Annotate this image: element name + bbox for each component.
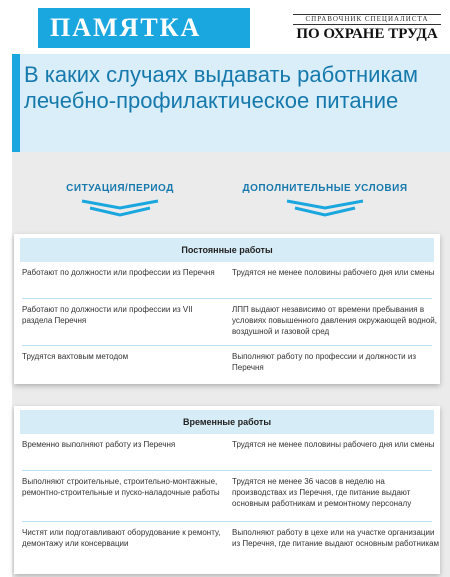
table-row [22, 262, 435, 299]
header [0, 8, 450, 48]
title-panel [12, 54, 450, 152]
column-header-conditions: ДОПОЛНИТЕЛЬНЫЕ УСЛОВИЯ [242, 183, 408, 194]
permanent-work-card [14, 234, 440, 384]
condition-cell: Трудятся не менее 36 часов в неделю на производствах из Перечня, где питание выдают основным работникам и ремонтному персоналу [232, 477, 412, 508]
chevron-down-icon [80, 199, 160, 217]
condition-cell: Выполняют работу в цехе или на участке организации из Перечня, где питание выдают основным работникам [232, 528, 440, 548]
condition-cell: Трудятся не менее половины рабочего дня или смены [232, 440, 435, 449]
situation-cell: Работают по должности или профессии из Перечня [22, 268, 215, 277]
situation-cell: Временно выполняют работу из Перечня [22, 440, 176, 449]
condition-cell: Трудятся не менее половины рабочего дня или смены [232, 268, 435, 277]
condition-cell: Выполняют работу по профессии и должности из Перечня [232, 352, 416, 372]
chevron-down-icon [285, 199, 365, 217]
page-title: В каких случаях выдавать работникам лечебно-профилактическое питание [24, 62, 418, 113]
card-title: Временные работы [20, 410, 434, 434]
condition-cell: ЛПП выдают независимо от времени пребывания в условиях повышенного давления окружающей водной, воздушной и газовой сред [232, 305, 437, 336]
memo-badge: ПАМЯТКА [38, 8, 250, 48]
situation-cell: Трудятся вахтовым методом [22, 352, 129, 361]
table-row [22, 522, 440, 570]
situation-cell: Выполняют строительные, строительно-монтажные, ремонтно-строительные и пуско-наладочные работы [22, 477, 220, 497]
brand-logo [293, 14, 441, 43]
card-title: Постоянные работы [20, 238, 434, 262]
table-row [22, 346, 432, 382]
brand-title: ПО ОХРАНЕ ТРУДА [296, 26, 438, 42]
brand-subtitle: СПРАВОЧНИК СПЕЦИАЛИСТА [293, 14, 441, 25]
situation-cell: Чистят или подготавливают оборудование к ремонту, демонтажу или консервации [22, 528, 221, 548]
temporary-work-card [14, 406, 440, 574]
table-row [22, 434, 435, 471]
situation-cell: Работают по должности или профессии из VII раздела Перечня [22, 305, 193, 325]
column-header-situation: СИТУАЦИЯ/ПЕРИОД [66, 183, 174, 194]
table-row [22, 299, 437, 346]
title-accent-bar [12, 54, 20, 152]
table-row [22, 471, 432, 522]
